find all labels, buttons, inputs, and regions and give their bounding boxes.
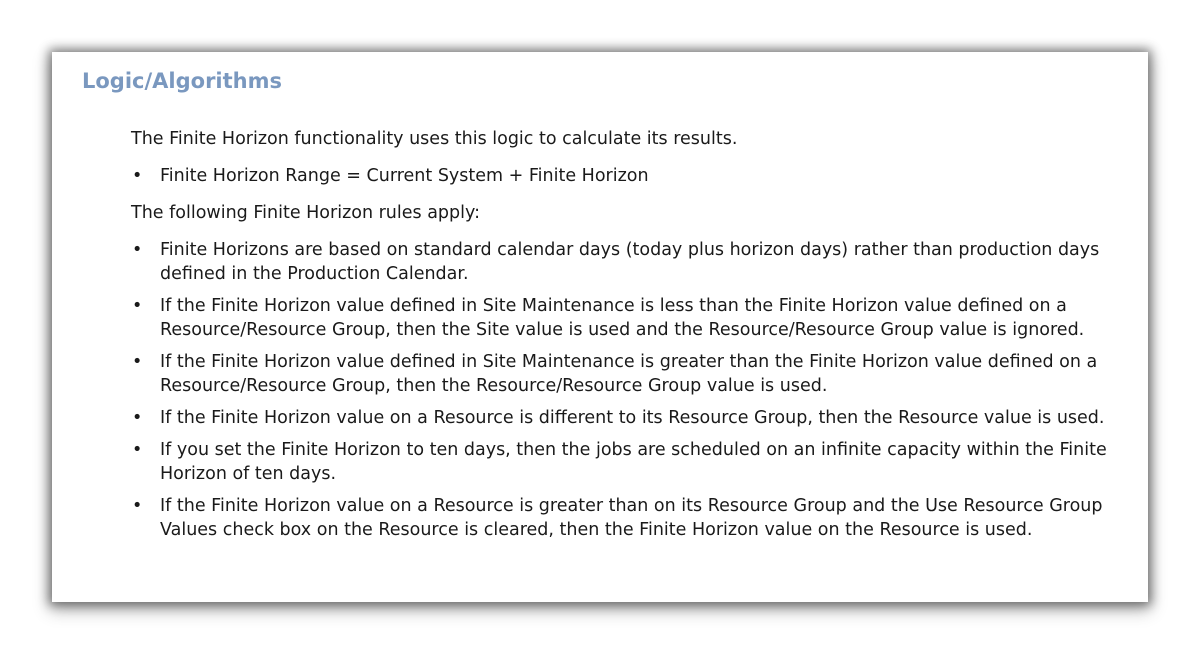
list-item-text: If the Finite Horizon value on a Resource is different to its Resource Group, then the Resource value is used. [160, 408, 1105, 428]
rules-intro-paragraph: The following Finite Horizon rules apply: [131, 203, 480, 223]
section-body [131, 127, 1121, 555]
list-item-text: If the Finite Horizon value defined in Site Maintenance is greater than the Finite Horizon value defined on a Resource/Resource Group, then the Resource/Resource Group value is used. [160, 352, 1098, 396]
list-item-text: Finite Horizons are based on standard calendar days (today plus horizon days) rather than production days defined in the Production Calendar. [160, 240, 1100, 284]
list-item [131, 294, 1121, 342]
section-title: Logic/Algorithms [82, 69, 282, 93]
bullet-icon: • [132, 352, 143, 372]
formula-list [131, 164, 1121, 188]
list-item [131, 238, 1121, 286]
bullet-icon: • [132, 296, 143, 316]
list-item-text: If the Finite Horizon value on a Resource is greater than on its Resource Group and the Use Resource Group Values check box on the Resource is cleared, then the Finite Horizon value on the Resource is used. [160, 496, 1103, 540]
list-item-text: Finite Horizon Range = Current System + Finite Horizon [160, 166, 649, 186]
list-item [131, 438, 1121, 486]
bullet-icon: • [132, 440, 143, 460]
list-item-text: If you set the Finite Horizon to ten days, then the jobs are scheduled on an infinite capacity within the Finite Horizon of ten days. [160, 440, 1107, 484]
bullet-icon: • [132, 240, 143, 260]
list-item [131, 164, 1121, 188]
rules-list [131, 238, 1121, 542]
document-card [52, 52, 1148, 602]
intro-paragraph: The Finite Horizon functionality uses this logic to calculate its results. [131, 129, 738, 149]
bullet-icon: • [132, 408, 143, 428]
bullet-icon: • [132, 166, 143, 186]
list-item [131, 350, 1121, 398]
bullet-icon: • [132, 496, 143, 516]
list-item-text: If the Finite Horizon value defined in Site Maintenance is less than the Finite Horizon value defined on a Resource/Resource Group, then the Site value is used and the Resource/Resource Group value is ignored. [160, 296, 1085, 340]
list-item [131, 494, 1121, 542]
list-item [131, 406, 1121, 430]
